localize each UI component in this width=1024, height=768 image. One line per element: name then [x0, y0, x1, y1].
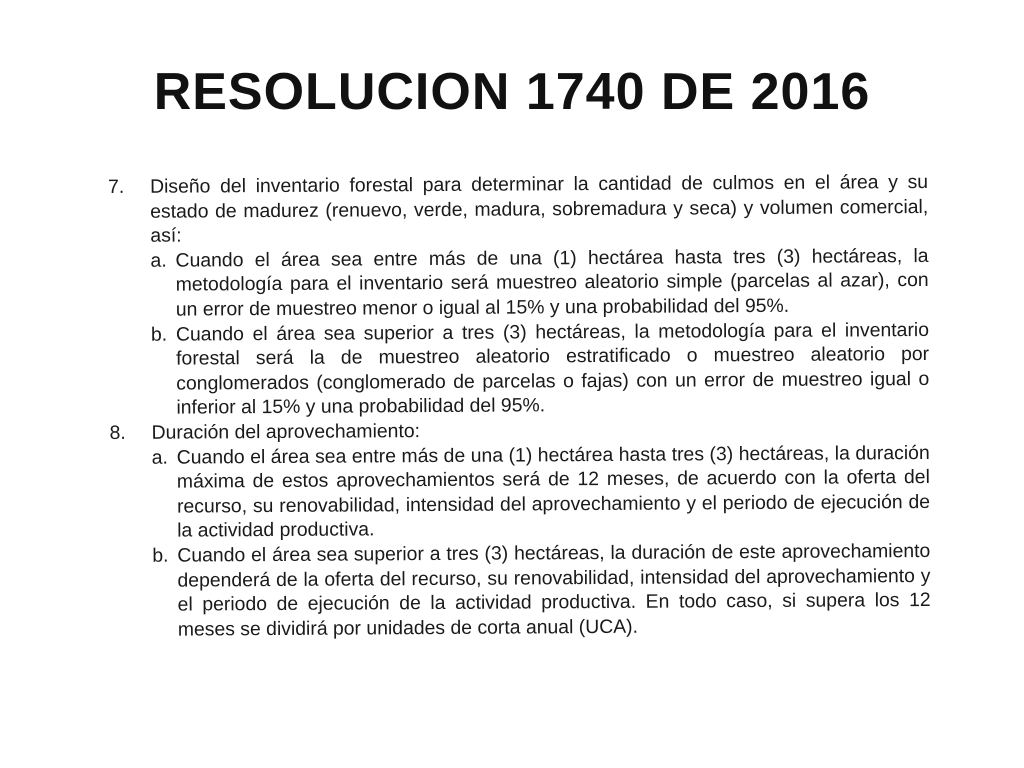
item-text: Diseño del inventario forestal para determinar la cantidad de culmos en el área y su estado de madurez (renuevo, verde, madura, sobremadura y seca) y volumen comercial, así:	[150, 170, 929, 247]
list-item-8	[110, 416, 931, 642]
scanned-document-excerpt	[108, 170, 931, 642]
item-body	[152, 416, 931, 642]
subitem-letter: b.	[152, 544, 169, 567]
list-item-7	[108, 170, 929, 421]
slide-title: RESOLUCION 1740 DE 2016	[153, 63, 871, 121]
item-number: 8.	[109, 421, 126, 444]
subitem-7a	[150, 244, 928, 323]
item-text: Duración del aprovechamiento:	[151, 420, 421, 444]
subitem-8b	[152, 539, 931, 642]
subitem-letter: a.	[151, 446, 168, 469]
item-body	[150, 170, 929, 421]
subitem-letter: a.	[150, 249, 167, 272]
subitem-8a	[152, 441, 931, 544]
subitem-text: Cuando el área sea superior a tres (3) hectáreas, la duración de este aprovechamiento dependerá de la oferta del recurso, su renovabilidad, intensidad del aprovechamiento y el periodo de ejecución de la actividad productiva. En todo caso, si supera los 12 meses se dividirá por unidades de corta anual (UCA).	[177, 539, 931, 641]
subitem-text: Cuando el área sea superior a tres (3) hectáreas, la metodología para el inventario forestal será la de muestreo aleatorio estratificado o muestreo aleatorio por conglomerados (conglomerado de parcelas o fajas) con un error de muestreo igual o inferior al 15% y una probabilidad del 95%.	[175, 318, 930, 419]
subitem-7b	[151, 318, 930, 421]
subitem-letter: b.	[150, 323, 168, 346]
item-number: 7.	[108, 175, 125, 198]
subitem-text: Cuando el área sea entre más de una (1) hectárea hasta tres (3) hectáreas, la duración máxima de estos aprovechamientos será de 12 meses, de acuerdo con la oferta del recurso, su renovabilidad, intensidad del aprovechamiento y el periodo de ejecución de la actividad productiva.	[176, 441, 931, 542]
subitem-text: Cuando el área sea entre más de una (1) hectárea hasta tres (3) hectáreas, la metodología para el inventario será muestreo aleatorio simple (parcelas al azar), con un error de muestreo menor o igual al 15% y una probabilidad del 95%.	[175, 244, 929, 321]
